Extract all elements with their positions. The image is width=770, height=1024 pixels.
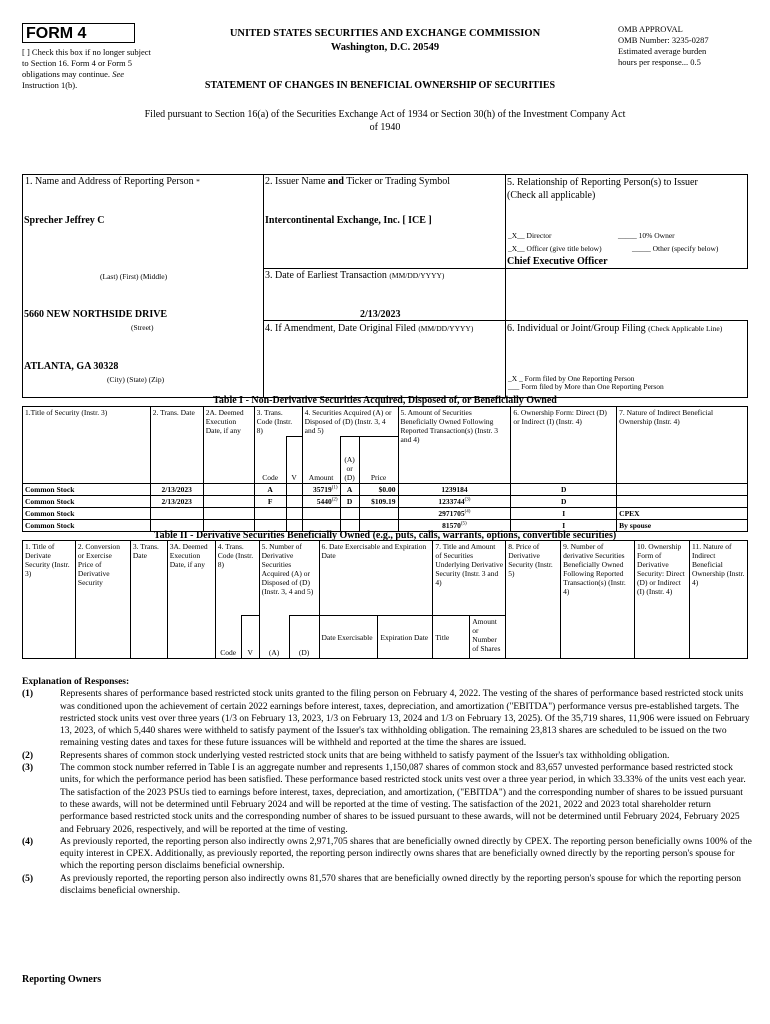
section2-label: 2. Issuer Name and Ticker or Trading Symbol <box>265 176 451 187</box>
section4-label: 4. If Amendment, Date Original Filed (MM/DD/YYYY) <box>265 323 474 334</box>
city-state-zip: ATLANTA, GA 30328 <box>24 361 119 372</box>
table1-title: Table I - Non-Derivative Securities Acquired, Disposed of, or Beneficially Owned <box>213 395 557 406</box>
table1-cell-price: $109.19 <box>359 496 398 508</box>
agency-heading: UNITED STATES SECURITIES AND EXCHANGE COMMISSION Washington, D.C. 20549 <box>229 28 541 53</box>
table1-cell-title: Common Stock <box>23 520 151 532</box>
table1-cell-price <box>359 508 398 520</box>
footnote-text: The common stock number referred in Table I is an aggregate number and represents 1,150,087 shares of common stock and 83,657 unvested performance based restricted stock units, for which the performance period has been satisfied. These performance based restricted stock units vest over a three year period, in which 33.33% of the units vest each year. The satisfaction of the 2023 PSUs tied to earnings before interest, taxes, depreciation, and amortization, ("EBITDA") and the corresponding number of shares to be issued pursuant to these awards, will not be determined until February 2024 and will be reported at the time of vesting. The satisfaction of the 2021, 2022 and 2023 total shareholder return performance based restricted stock units and the corresponding number of shares to be issued pursuant to these awards, will not be determined until February 2024, February 2025 and February 2026, respectively, and will be reported at the time of vesting. <box>60 763 746 835</box>
table1-row <box>23 496 748 508</box>
footnote-text: Represents shares of performance based restricted stock units granted to the filing person on February 4, 2022. The vesting of the shares of performance based restricted stock units was conditioned upon the achievement of certain 2022 earnings before interest, taxes, depreciation, and amortization ("EBITDA") performance versus pre-established targets. The restricted stock units vest over three years (1/3 on February 13, 2023, 1/3 on February 13, 2024 and 1/3 on February 13, 2025). Of the 35,719 shares, 11,906 were issued on February 13, 2023, of which 5,440 shares were withheld to satisfy payment of the Issuer's tax withholding obligation. The remaining 23,813 shares are scheduled to be issued on the two remaining vesting dates and taxes for these future issuances will be withheld and reported at the time the shares are issued. <box>60 689 750 749</box>
statement-title: STATEMENT OF CHANGES IN BENEFICIAL OWNERSHIP OF SECURITIES <box>204 80 556 91</box>
explanation-item <box>22 762 752 836</box>
table1-cell-empty <box>203 508 254 520</box>
table1-cell-title: Common Stock <box>23 496 151 508</box>
footnote-number: (4) <box>22 836 34 847</box>
table1-cell-owned: 1233744$^{(3)}$ <box>398 496 511 508</box>
reporting-owners-heading: Reporting Owners <box>22 974 102 985</box>
footnote-number: (1) <box>22 689 34 700</box>
filed-pursuant: Filed pursuant to Section 16(a) of the Securities Exchange Act of 1934 or Section 30(h) of the Investment Company Act of 1940 <box>144 109 626 133</box>
table1-cell-title: Common Stock <box>23 508 151 520</box>
table1-cell-amount: 35719$^{(1)}$ <box>302 484 340 496</box>
table1-cell-owned: 2971705$^{(4)}$ <box>398 508 511 520</box>
table1-cell-date <box>150 508 203 520</box>
table1-cell-code <box>254 508 286 520</box>
form-title: FORM 4 <box>22 23 135 43</box>
table1-cell-title: Common Stock <box>23 484 151 496</box>
table1-cell-empty <box>203 496 254 508</box>
explanation-item <box>22 836 752 873</box>
table1-cell-form: I <box>511 520 617 532</box>
table2 <box>22 540 748 659</box>
table1-cell-ad: A <box>340 484 359 496</box>
explanation-item <box>22 688 752 749</box>
table1-cell-form: I <box>511 508 617 520</box>
explanation-item <box>22 750 752 762</box>
section3-label: 3. Date of Earliest Transaction (MM/DD/YYYY) <box>265 270 445 281</box>
table1-cell-ad <box>340 508 359 520</box>
table1-cell-date: 2/13/2023 <box>150 484 203 496</box>
table1-cell-empty <box>286 484 302 496</box>
table2-header-row: 1. Title of Derivate Security (Instr. 3) 2. Conversion or Exercise Price of Derivative Security 3. Trans. Date 3A. Deemed Execution Date, if any 4. Trans. Code (Instr. 8) 5. Number of Derivative Securities Acquired (A) or Disposed of (D) (Instr. 3, 4 and 5) 6. Date Exercisable and Expiration Date 7. Title and Amount of Securities Underlying Derivative Security (Instr. 3 and 4) 8. Price of Derivative Security (Instr. 5) 9. Number of derivative Securities Beneficially Owned Following Reported Transaction(s) (Instr. 4) 10. Ownership Form of Derivative Security: Direct (D) or Indirect (I) (Instr. 4) 11. Nature of Indirect Beneficial Ownership (Instr. 4) <box>23 541 748 616</box>
other-check: _____ Other (specify below) <box>632 244 719 253</box>
table1-cell-nature: By spouse <box>617 520 748 532</box>
section5-label: 5. Relationship of Reporting Person(s) to Issuer (Check all applicable) <box>507 177 698 201</box>
reporting-person-name: Sprecher Jeffrey C <box>24 215 105 226</box>
footnote-number: (5) <box>22 873 34 884</box>
filing-option-one: _X _ Form filed by One Reporting Person <box>508 374 635 383</box>
table1-row <box>23 508 748 520</box>
table1-cell-form: D <box>511 496 617 508</box>
table1-cell-amount <box>302 508 340 520</box>
explanation-of-responses <box>22 676 752 897</box>
table1-cell-code: F <box>254 496 286 508</box>
table1-cell-price: $0.00 <box>359 484 398 496</box>
section1-label: 1. Name and Address of Reporting Person * <box>25 176 200 187</box>
director-check: _X__ Director <box>508 231 552 240</box>
table1-cell-empty <box>286 508 302 520</box>
explanation-heading: Explanation of Responses: <box>22 677 130 687</box>
explanation-item <box>22 873 752 898</box>
table1-cell-owned: 81570$^{(5)}$ <box>398 520 511 532</box>
footnote-number: (2) <box>22 750 34 761</box>
table2-subheader-row: Code V (A) (D) Date Exercisable Expiration Date Title Amount or Number of Shares <box>23 616 748 659</box>
table1-cell-nature <box>617 484 748 496</box>
table1-cell-code: A <box>254 484 286 496</box>
ten-pct-owner-check: _____ 10% Owner <box>618 231 675 240</box>
table1-cell-owned: 1239184 <box>398 484 511 496</box>
footnote-text: As previously reported, the reporting person also indirectly owns 2,971,705 shares that are beneficially owned directly by CPEX. The reporting person beneficially owns 100% of the equity interest in CPEX. Additionally, as previously reported, the reporting person indirectly owns shares that are beneficially owned directly by the reporting person's spouse for which the reporting person disclaims beneficial ownership. <box>60 836 752 872</box>
table1-cell-date: 2/13/2023 <box>150 496 203 508</box>
city-hint: (City) (State) (Zip) <box>107 375 165 384</box>
officer-check: _X__ Officer (give title below) <box>508 244 602 253</box>
table1-cell-empty <box>203 484 254 496</box>
check-note: [ ] Check this box if no longer subject to Section 16. Form 4 or Form 5 obligations may continue. See Instruction 1(b). <box>22 47 151 90</box>
footnote-text: As previously reported, the reporting person also indirectly owns 81,570 shares that are beneficially owned directly by the reporting person's spouse for which the reporting person disclaims beneficial ownership. <box>60 873 742 897</box>
table1 <box>22 406 748 532</box>
street-hint: (Street) <box>131 323 154 332</box>
table1-cell-empty <box>286 496 302 508</box>
table1-header-row: 1.Title of Security (Instr. 3) 2. Trans. Date 2A. Deemed Execution Date, if any 3. Trans. Code (Instr. 8) 4. Securities Acquired (A) or Disposed of (D) (Instr. 3, 4 and 5) 5. Amount of Securities Beneficially Owned Following Reported Transaction(s) (Instr. 3 and 4) 6. Ownership Form: Direct (D) or Indirect (I) (Instr. 4) 7. Nature of Indirect Beneficial Ownership (Instr. 4) <box>23 407 748 437</box>
filing-option-multiple: ___ Form filed by More than One Reporting Person <box>508 382 664 391</box>
street-address: 5660 NEW NORTHSIDE DRIVE <box>24 309 168 320</box>
table1-cell-form: D <box>511 484 617 496</box>
footnote-number: (3) <box>22 763 34 774</box>
section6-label: 6. Individual or Joint/Group Filing (Check Applicable Line) <box>507 323 723 334</box>
earliest-transaction-date: 2/13/2023 <box>360 309 401 320</box>
officer-title: Chief Executive Officer <box>507 256 608 267</box>
table1-cell-ad: D <box>340 496 359 508</box>
issuer-name: Intercontinental Exchange, Inc. [ ICE ] <box>265 215 432 226</box>
table1-row <box>23 484 748 496</box>
table1-cell-nature <box>617 496 748 508</box>
footnote-text: Represents shares of common stock underlying vested restricted stock units that are being withheld to satisfy payment of the Issuer's tax withholding obligation. <box>60 750 670 761</box>
table2-title: Table II - Derivative Securities Beneficially Owned (e.g., puts, calls, warrants, options, convertible securities) <box>153 530 617 541</box>
table1-subheader-row: Code V Amount (A) or (D) Price <box>23 437 748 484</box>
table1-cell-nature: CPEX <box>617 508 748 520</box>
table1-cell-amount: 5440$^{(2)}$ <box>302 496 340 508</box>
name-hint: (Last) (First) (Middle) <box>100 272 168 281</box>
omb-approval: OMB APPROVAL OMB Number: 3235-0287 Estimated average burden hours per response... 0.5 <box>618 24 709 67</box>
